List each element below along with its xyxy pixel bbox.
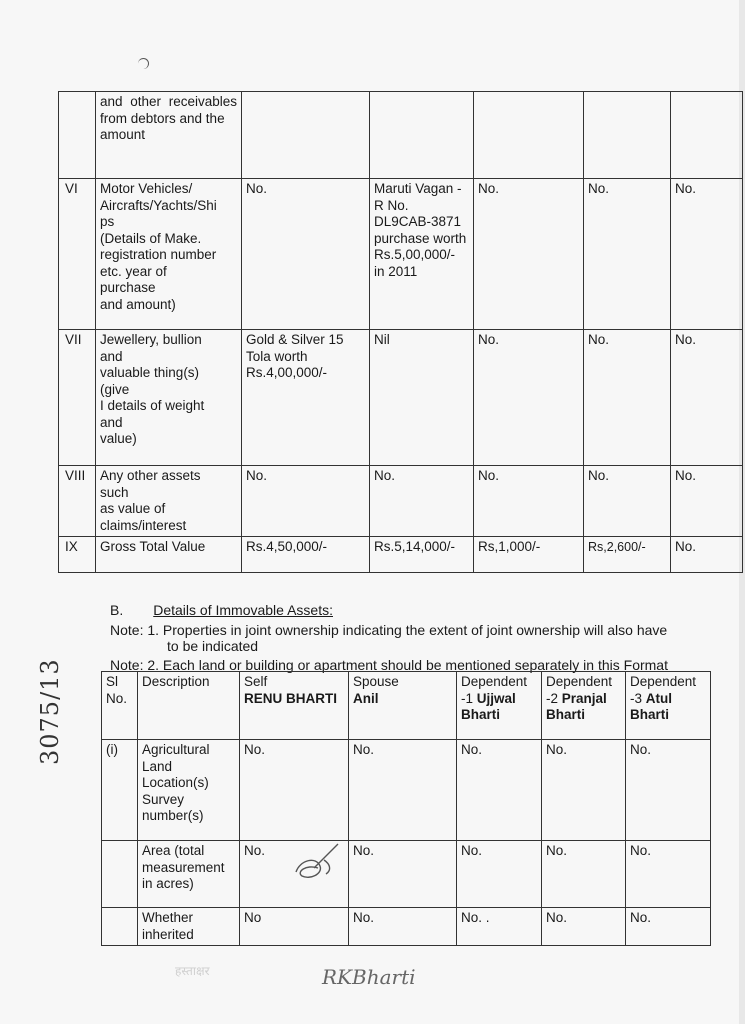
punch-hole-mark <box>138 58 149 69</box>
header-dep1 <box>457 672 542 740</box>
row-description: Whether inherited <box>138 908 240 946</box>
table-row <box>59 179 743 330</box>
faded-stamp-text: हस्ताक्षर <box>175 964 210 978</box>
initials-scribble-icon <box>290 838 346 888</box>
desc-line: ps <box>100 214 115 229</box>
cell-self: No <box>240 908 349 946</box>
cell-self: No. <box>242 466 370 537</box>
table-row <box>102 841 711 908</box>
note-1-line: Note: 1. Properties in joint ownership indicating the extent of joint ownership will also have <box>110 622 668 638</box>
header-label: Self <box>244 674 268 689</box>
header-label: Spouse <box>353 674 399 689</box>
desc-line: Motor Vehicles/ <box>100 181 193 196</box>
cell-dep1: No. . <box>457 908 542 946</box>
cell-self: No. <box>240 740 349 841</box>
cell-dep3: No. <box>626 908 711 946</box>
cell-spouse: No. <box>349 740 457 841</box>
row-number: VI <box>59 179 96 330</box>
row-description <box>96 330 242 466</box>
cell-dep1: No. <box>474 466 584 537</box>
cell-dep3: No. <box>671 537 743 573</box>
handwritten-margin-number: 3075/13 <box>36 658 64 765</box>
note-1-line: to be indicated <box>167 638 259 654</box>
cell-spouse: No. <box>349 841 457 908</box>
row-description <box>96 179 242 330</box>
desc-line: claims/interest <box>100 517 187 533</box>
desc-line: from debtors and the <box>100 110 225 126</box>
cell-self: No. <box>242 179 370 330</box>
handwritten-signature: RKBharti <box>322 965 416 989</box>
header-name: Atul Bharti <box>630 690 673 722</box>
cell-dep3: No. <box>671 330 743 466</box>
desc-line: (give <box>100 381 130 397</box>
note-2: Note: 2. Each land or building or apartment should be mentioned separately in this Format <box>110 657 668 673</box>
cell-dep2: Rs,2,600/- <box>584 537 671 573</box>
cell-dep1: No. <box>474 330 584 466</box>
header-spouse <box>349 672 457 740</box>
header-description: Description <box>138 672 240 740</box>
header-dep3 <box>626 672 711 740</box>
desc-line: Any other assets <box>100 468 201 483</box>
header-sl-no: Sl No. <box>102 672 138 740</box>
row-number: IX <box>59 537 96 573</box>
desc-line: valuable thing(s) <box>100 365 200 380</box>
cell-dep1: No. <box>457 841 542 908</box>
cell-spouse: No. <box>349 908 457 946</box>
cell-dep3: No. <box>671 179 743 330</box>
header-dep2 <box>542 672 626 740</box>
row-sl <box>102 841 138 908</box>
cell-dep2: No. <box>542 841 626 908</box>
desc-line: and other receivables <box>100 94 237 109</box>
desc-line: I details of weight <box>100 398 205 413</box>
cell-dep2: No. <box>584 466 671 537</box>
note-1 <box>110 622 710 654</box>
cell-self: No. <box>240 841 349 908</box>
immovable-assets-table <box>101 671 711 946</box>
desc-line: and amount) <box>100 296 176 312</box>
header-label: Dependent -1 <box>461 674 528 706</box>
header-name: Pranjal Bharti <box>546 690 607 722</box>
cell-dep2: No. <box>584 179 671 330</box>
desc-line: amount <box>100 127 146 142</box>
table-row <box>59 466 743 537</box>
cell-spouse <box>370 92 474 179</box>
row-description: Agricultural Land Location(s) Survey number(s) <box>138 740 240 841</box>
header-label: Dependent -3 <box>630 674 697 706</box>
cell-dep3 <box>671 92 743 179</box>
cell-spouse: Nil <box>370 330 474 466</box>
row-description <box>96 466 242 537</box>
desc-line: etc. year of <box>100 263 167 279</box>
desc-line: (Details of Make. <box>100 230 202 246</box>
row-number: VII <box>59 330 96 466</box>
cell-dep3: No. <box>671 466 743 537</box>
desc-line: value) <box>100 431 137 446</box>
row-number: VIII <box>59 466 96 537</box>
cell-spouse: Maruti Vagan - R No. DL9CAB-3871 purchase worth Rs.5,00,000/- in 2011 <box>370 179 474 330</box>
row-sl <box>102 908 138 946</box>
desc-line: Aircrafts/Yachts/Shi <box>100 197 217 213</box>
cell-dep2 <box>584 92 671 179</box>
desc-line: and <box>100 414 123 430</box>
desc-line: purchase <box>100 280 156 295</box>
table-row <box>59 92 743 179</box>
header-row <box>102 672 711 740</box>
cell-spouse: No. <box>370 466 474 537</box>
header-name: RENU BHARTI <box>244 690 337 706</box>
cell-dep3: No. <box>626 841 711 908</box>
table-row <box>102 908 711 946</box>
section-title: Details of Immovable Assets: <box>153 602 333 618</box>
cell-dep1: No. <box>457 740 542 841</box>
cell-self: Gold & Silver 15 Tola worth Rs.4,00,000/- <box>242 330 370 466</box>
desc-line: registration number <box>100 247 217 262</box>
desc-line: Gross Total Value <box>100 539 206 554</box>
header-self <box>240 672 349 740</box>
desc-line: such <box>100 484 129 500</box>
cell-spouse: Rs.5,14,000/- <box>370 537 474 573</box>
row-number <box>59 92 96 179</box>
row-description: Area (total measurement in acres) <box>138 841 240 908</box>
section-b-heading <box>110 602 333 618</box>
row-description <box>96 537 242 573</box>
table-row <box>59 330 743 466</box>
desc-line: and <box>100 348 123 364</box>
cell-dep1: Rs,1,000/- <box>474 537 584 573</box>
header-name: Ujjwal Bharti <box>461 690 516 722</box>
cell-self <box>242 92 370 179</box>
cell-self: Rs.4,50,000/- <box>242 537 370 573</box>
desc-line: Jewellery, bullion <box>100 332 202 347</box>
cell-dep2: No. <box>584 330 671 466</box>
header-label: Dependent -2 <box>546 674 613 706</box>
header-name: Anil <box>353 690 379 706</box>
cell-dep2: No. <box>542 740 626 841</box>
section-label: B. <box>110 602 124 618</box>
movable-assets-table <box>58 91 743 573</box>
cell-dep1: No. <box>474 179 584 330</box>
cell-dep3: No. <box>626 740 711 841</box>
table-row <box>59 537 743 573</box>
desc-line: as value of <box>100 501 166 516</box>
row-sl: (i) <box>102 740 138 841</box>
cell-dep1 <box>474 92 584 179</box>
cell-dep2: No. <box>542 908 626 946</box>
row-description <box>96 92 242 179</box>
table-row <box>102 740 711 841</box>
